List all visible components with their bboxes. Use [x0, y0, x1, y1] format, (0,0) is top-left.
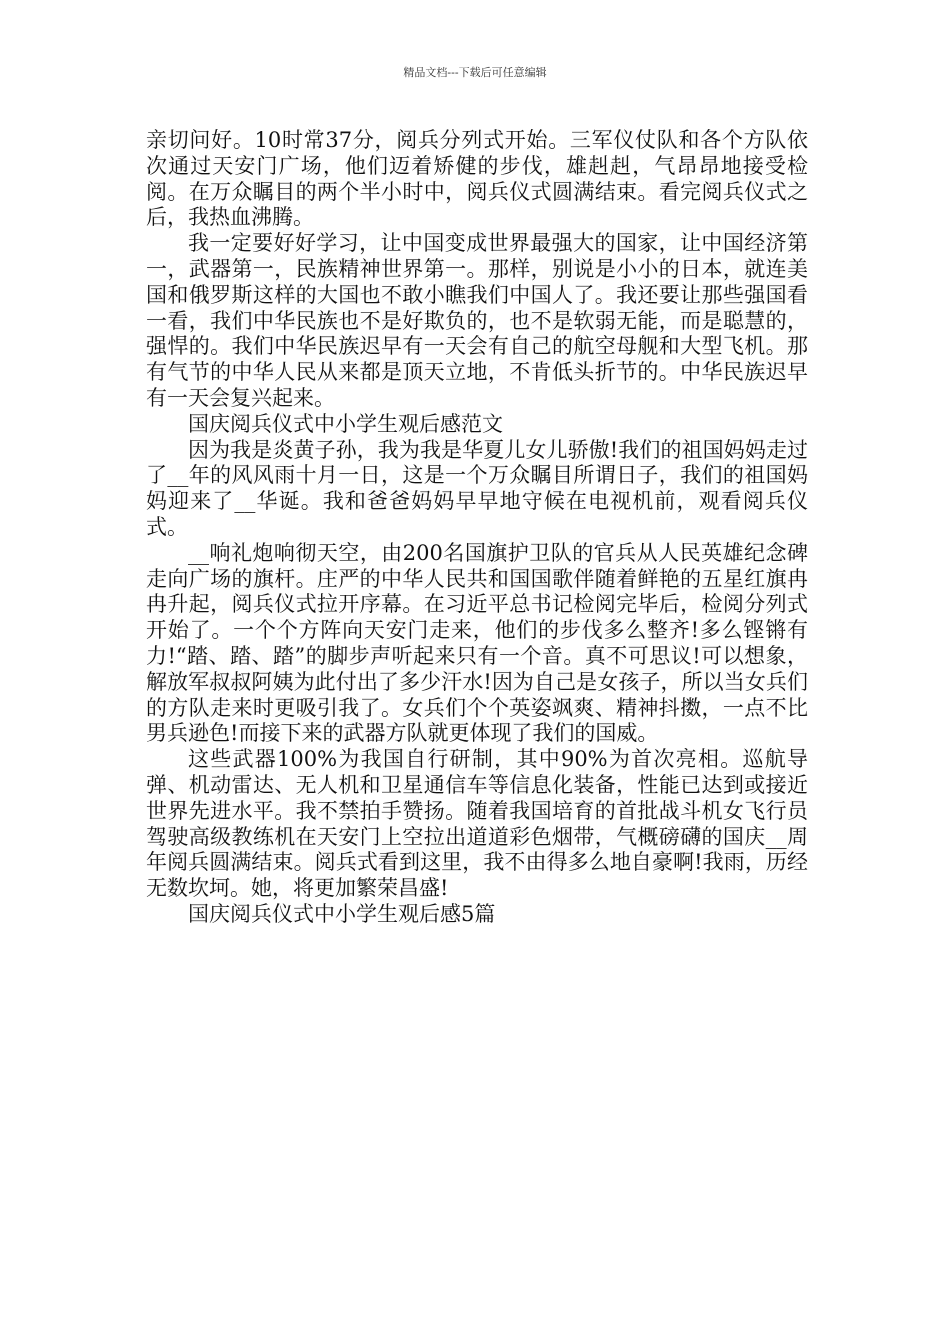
article-body [146, 128, 808, 928]
section-heading-five-essays: 国庆阅兵仪式中小学生观后感5篇 [188, 901, 496, 926]
paragraph-weapons: 这些武器100%为我国自行研制，其中90%为首次亮相。巡航导弹、机动雷达、无人机和卫星通信车等信息化装备，性能已达到或接近世界先进水平。我不禁拍手赞扬。随着我国培育的首批战斗机女飞行员驾驶高级教练机在天安门上空拉出道道彩色烟带，气概磅礴的国庆__周年阅兵圆满结束。阅兵式看到这里，我不由得多么地自豪啊!我雨，历经无数坎坷。她，将更加繁荣昌盛! [146, 747, 808, 901]
header-note: 精品文档---下载后可任意编辑 [403, 66, 547, 79]
paragraph-ceremony: __响礼炮响彻天空，由200名国旗护卫队的官兵从人民英雄纪念碑走向广场的旗杆。庄严的中华人民共和国国歌伴随着鲜艳的五星红旗冉冉升起，阅兵仪式拉开序幕。在习近平总书记检阅完毕后，检阅分列式开始了。一个个方阵向天安门走来，他们的步伐多么整齐!多么铿锵有力!“踏、踏、踏”的脚步声听起来只有一个音。真不可思议!可以想象，解放军叔叔阿姨为此付出了多少汗水!因为自己是女孩子，所以当女兵们的方队走来时更吸引我了。女兵们个个英姿飒爽、精神抖擞，一点不比男兵逊色!而接下来的武器方队就更体现了我们的国威。 [146, 540, 808, 746]
paragraph-resolve: 我一定要好好学习，让中国变成世界最强大的国家，让中国经济第一，武器第一，民族精神世界第一。那样，别说是小小的日本，就连美国和俄罗斯这样的大国也不敢小瞧我们中国人了。我还要让那些强国看一看，我们中华民族也不是好欺负的，也不是软弱无能，而是聪慧的，强悍的。我们中华民族迟早有一天会有自己的航空母舰和大型飞机。那有气节的中华人民从来都是顶天立地，不肯低头折节的。中华民族迟早有一天会复兴起来。 [146, 231, 808, 410]
paragraph-pride: 因为我是炎黄子孙，我为我是华夏儿女儿骄傲!我们的祖国妈妈走过了__年的风风雨十月一日，这是一个万众瞩目所谓日子，我们的祖国妈妈迎来了__华诞。我和爸爸妈妈早早地守候在电视机前，观看阅兵仪式。 [146, 437, 808, 539]
section-heading-sample-essay: 国庆阅兵仪式中小学生观后感范文 [188, 411, 503, 436]
paragraph-continuation: 亲切问好。10时常37分，阅兵分列式开始。三军仪仗队和各个方队依次通过天安门广场，他们迈着矫健的步伐，雄赳赳，气昂昂地接受检阅。在万众瞩目的两个半小时中，阅兵仪式圆满结束。看完阅兵仪式之后，我热血沸腾。 [146, 128, 808, 230]
